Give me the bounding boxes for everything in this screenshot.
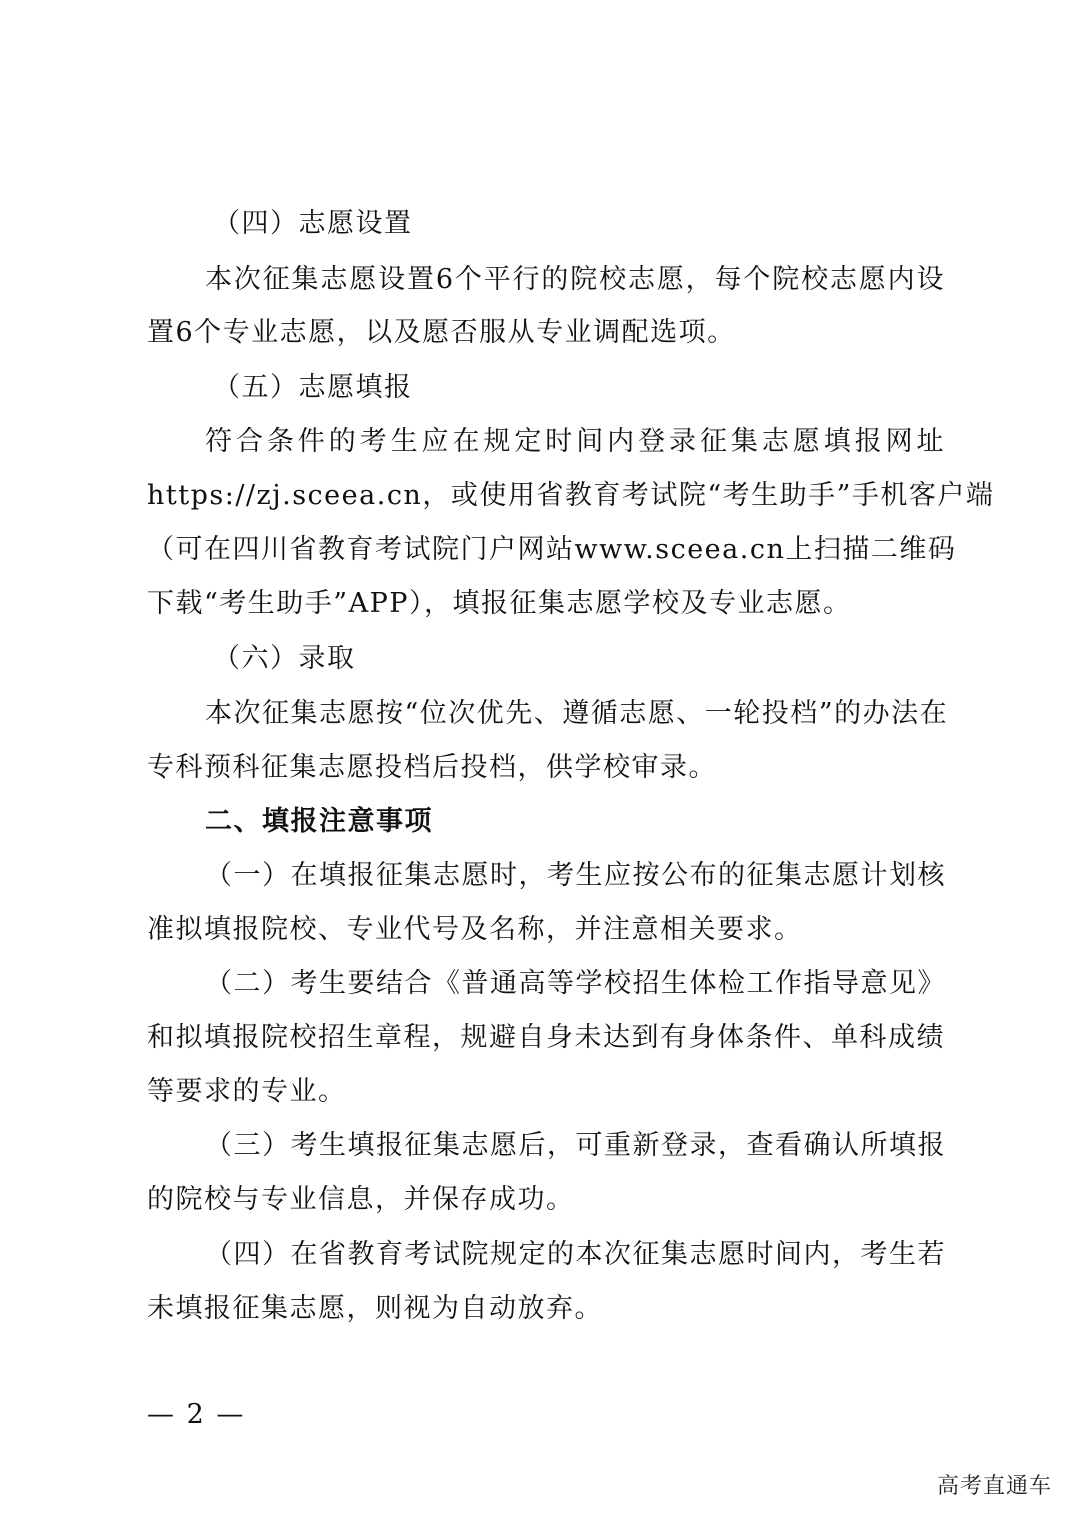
paragraph-line: （一）在填报征集志愿时，考生应按公布的征集志愿计划核	[205, 860, 946, 891]
heading-volunteer-filing: （五）志愿填报	[213, 372, 413, 403]
paragraph-line: （二）考生要结合《普通高等学校招生体检工作指导意见》	[205, 968, 946, 999]
paragraph-line: 专科预科征集志愿投档后投档，供学校审录。	[147, 752, 717, 783]
watermark: 高考直通车	[936, 1474, 1052, 1499]
paragraph-line: 等要求的专业。	[147, 1076, 347, 1107]
paragraph-line: 和拟填报院校招生章程，规避自身未达到有身体条件、单科成绩	[147, 1022, 945, 1053]
paragraph-line: 准拟填报院校、专业代号及名称，并注意相关要求。	[147, 914, 803, 945]
page-number: — 2 —	[147, 1399, 246, 1430]
paragraph-line: 下载“考生助手”APP），填报征集志愿学校及专业志愿。	[147, 588, 852, 619]
paragraph-line: 置6个专业志愿，以及愿否服从专业调配选项。	[147, 317, 736, 348]
paragraph-line: 符合条件的考生应在规定时间内登录征集志愿填报网址	[205, 426, 945, 457]
paragraph-line-url: https://zj.sceea.cn，或使用省教育考试院“考生助手”手机客户端	[147, 480, 995, 511]
heading-admission: （六）录取	[213, 643, 356, 674]
paragraph-line: 未填报征集志愿，则视为自动放弃。	[147, 1293, 603, 1324]
section-heading-notes: 二、填报注意事项	[205, 806, 433, 837]
heading-volunteer-settings: （四）志愿设置	[213, 208, 413, 239]
paragraph-line: 的院校与专业信息，并保存成功。	[147, 1184, 575, 1215]
paragraph-line: （四）在省教育考试院规定的本次征集志愿时间内，考生若	[205, 1239, 946, 1270]
paragraph-line: （三）考生填报征集志愿后，可重新登录，查看确认所填报	[205, 1130, 946, 1161]
paragraph-line: 本次征集志愿按“位次优先、遵循志愿、一轮投档”的办法在	[205, 698, 949, 729]
paragraph-line-portal: （可在四川省教育考试院门户网站www.sceea.cn上扫描二维码	[147, 534, 957, 565]
paragraph-line: 本次征集志愿设置6个平行的院校志愿，每个院校志愿内设	[205, 264, 945, 295]
